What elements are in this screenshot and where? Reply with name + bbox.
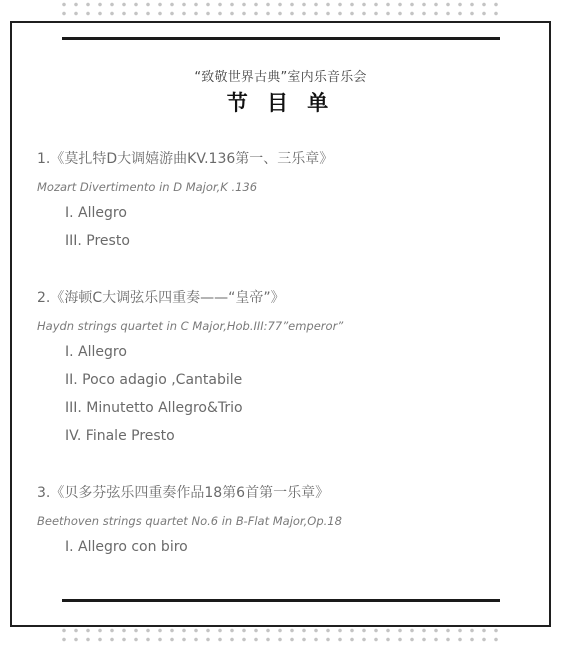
piece-3-title: 3.《贝多芬弦乐四重奏作品18第6首第一乐章》 (37, 485, 330, 501)
piece-2-movement-2: II. Poco adagio ,Cantabile (65, 372, 243, 388)
decorative-dot-border-bottom (58, 626, 504, 644)
top-divider (62, 37, 500, 40)
piece-1-title: 1.《莫扎特D大调嬉游曲KV.136第一、三乐章》 (37, 151, 334, 167)
piece-2-subtitle: Haydn strings quartet in C Major,Hob.III:77”emperor” (37, 319, 344, 333)
bottom-divider (62, 599, 500, 602)
page-title: 节 目 单 (226, 91, 335, 115)
piece-2-movement-1: I. Allegro (65, 344, 127, 360)
piece-1-movement-1: I. Allegro (65, 205, 127, 221)
concert-name: “致敬世界古典”室内乐音乐会 (194, 70, 367, 85)
piece-3-subtitle: Beethoven strings quartet No.6 in B-Flat Major,Op.18 (37, 514, 342, 528)
piece-1-subtitle: Mozart Divertimento in D Major,K .136 (37, 180, 258, 194)
piece-2-movement-4: IV. Finale Presto (65, 428, 175, 444)
program-card (10, 21, 551, 627)
piece-2-title: 2.《海顿C大调弦乐四重奏——“皇帝”》 (37, 290, 285, 306)
piece-3-movement-1: I. Allegro con biro (65, 539, 188, 555)
piece-2-movement-3: III. Minutetto Allegro&Trio (65, 400, 243, 416)
decorative-dot-border-top (58, 0, 504, 18)
piece-1-movement-2: III. Presto (65, 233, 130, 249)
